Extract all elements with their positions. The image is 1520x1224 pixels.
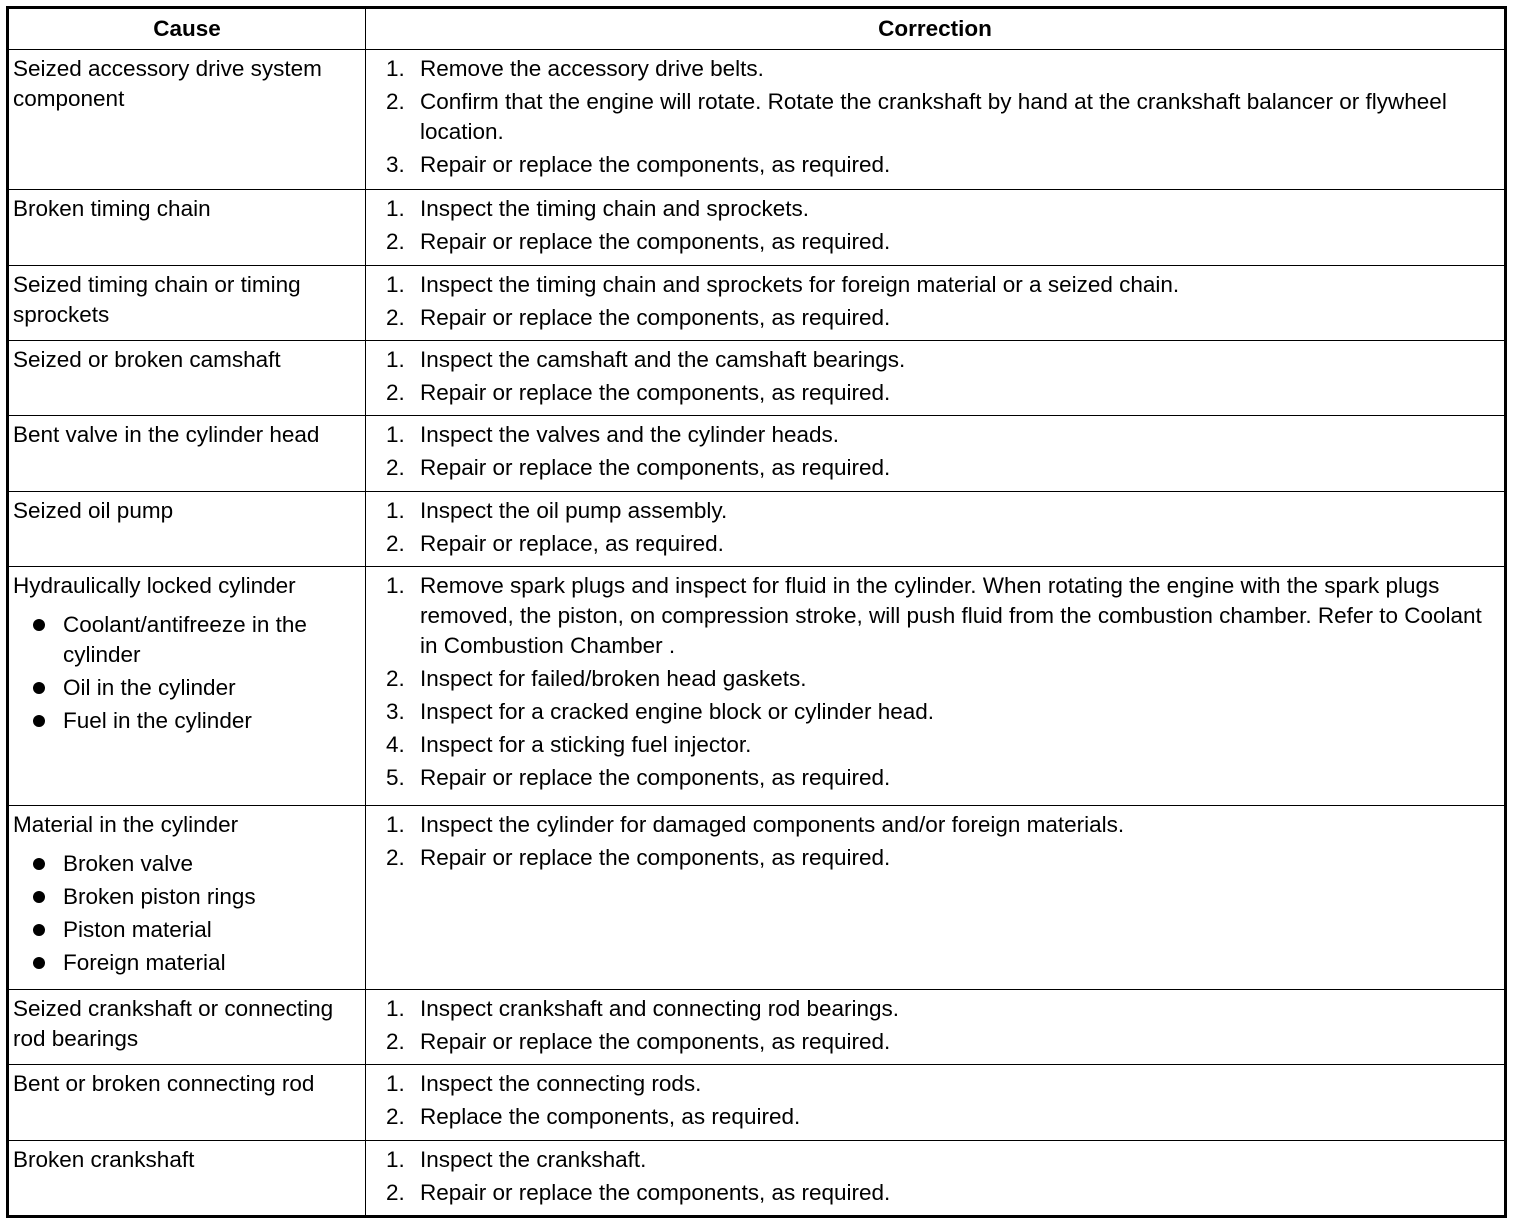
- table-row: [8, 50, 1506, 190]
- step-number: 3.: [386, 152, 405, 177]
- step-number: 2.: [386, 665, 405, 691]
- correction-step: [366, 54, 1496, 84]
- diagnostic-table: [6, 6, 1507, 1218]
- table-row: [8, 491, 1506, 566]
- cause-cell: [8, 491, 366, 566]
- cause-cell: [8, 190, 366, 265]
- step-number: 1.: [386, 812, 405, 838]
- step-number: 5.: [386, 764, 405, 790]
- correction-step-list: [366, 496, 1496, 559]
- step-text: Inspect the oil pump assembly.: [420, 497, 728, 523]
- table-row: [8, 265, 1506, 340]
- cause-bullet-item: Oil in the cylinder: [13, 673, 361, 703]
- step-text: Confirm that the engine will rotate. Rotate the crankshaft by hand at the crankshaft balancer or flywheel location.: [420, 89, 1447, 144]
- step-text: Inspect the timing chain and sprockets for foreign material or a seized chain.: [420, 271, 1180, 297]
- step-number: 1.: [386, 572, 405, 598]
- correction-cell: [366, 340, 1506, 415]
- correction-step: [366, 1069, 1496, 1099]
- correction-step: [366, 378, 1496, 408]
- correction-step-list: [366, 1069, 1496, 1132]
- cause-text: Bent valve in the cylinder head: [13, 422, 320, 448]
- step-text: Inspect the connecting rods.: [420, 1071, 702, 1097]
- step-number: 2.: [386, 1104, 405, 1130]
- step-text: Replace the components, as required.: [420, 1104, 801, 1130]
- cause-bullet-item: Broken piston rings: [13, 882, 361, 912]
- step-text: Inspect the cylinder for damaged components and/or foreign materials.: [420, 812, 1125, 838]
- correction-step: [366, 994, 1496, 1024]
- correction-step: [366, 270, 1496, 300]
- step-text: Repair or replace the components, as required.: [420, 764, 891, 790]
- correction-step: [366, 227, 1496, 257]
- step-text: Repair or replace the components, as required.: [420, 152, 891, 177]
- step-text: Inspect for failed/broken head gaskets.: [420, 665, 807, 691]
- cause-text: Seized crankshaft or connecting rod bearings: [13, 995, 334, 1051]
- correction-cell: [366, 265, 1506, 340]
- step-number: 1.: [386, 271, 405, 297]
- cause-cell: [8, 1140, 366, 1216]
- table-row: [8, 806, 1506, 990]
- step-number: 2.: [386, 530, 405, 556]
- step-number: 2.: [386, 1028, 405, 1054]
- step-text: Repair or replace the components, as required.: [420, 455, 891, 481]
- cause-cell: [8, 340, 366, 415]
- cause-cell: [8, 416, 366, 491]
- correction-step: [366, 843, 1496, 873]
- table-row: [8, 1140, 1506, 1216]
- step-text: Repair or replace the components, as required.: [420, 379, 891, 405]
- table-row: [8, 566, 1506, 805]
- step-text: Inspect crankshaft and connecting rod bearings.: [420, 995, 900, 1021]
- correction-step: [366, 730, 1496, 760]
- step-number: 4.: [386, 731, 405, 757]
- correction-step: [366, 496, 1496, 526]
- correction-step-list: [366, 194, 1496, 257]
- correction-step: [366, 1178, 1496, 1208]
- correction-step: [366, 810, 1496, 840]
- table-row: [8, 1065, 1506, 1140]
- step-number: 2.: [386, 455, 405, 481]
- cause-bullet-item: Broken valve: [13, 849, 361, 879]
- correction-cell: [366, 50, 1506, 190]
- step-text: Inspect the valves and the cylinder heads.: [420, 422, 840, 448]
- step-text: Remove the accessory drive belts.: [420, 56, 764, 81]
- step-text: Repair or replace the components, as required.: [420, 1179, 891, 1205]
- step-number: 1.: [386, 995, 405, 1021]
- table-row: [8, 989, 1506, 1064]
- correction-cell: [366, 1140, 1506, 1216]
- step-text: Inspect the timing chain and sprockets.: [420, 196, 809, 222]
- correction-step: [366, 1027, 1496, 1057]
- cause-bullet-item: Foreign material: [13, 948, 361, 978]
- cause-cell: [8, 989, 366, 1064]
- cause-bullet-item: Coolant/antifreeze in the cylinder: [13, 610, 361, 670]
- step-number: 1.: [386, 56, 405, 81]
- step-number: 1.: [386, 1146, 405, 1172]
- correction-step-list: [366, 571, 1496, 793]
- correction-step: [366, 345, 1496, 375]
- correction-step: [366, 194, 1496, 224]
- table-row: [8, 340, 1506, 415]
- correction-step: [366, 303, 1496, 333]
- correction-cell: [366, 190, 1506, 265]
- correction-step: [366, 697, 1496, 727]
- table-row: [8, 416, 1506, 491]
- step-number: 1.: [386, 497, 405, 523]
- step-text: Inspect the crankshaft.: [420, 1146, 647, 1172]
- correction-step-list: [366, 810, 1496, 873]
- step-text: Repair or replace the components, as required.: [420, 304, 891, 330]
- step-text: Inspect the camshaft and the camshaft bearings.: [420, 346, 906, 372]
- correction-step-list: [366, 270, 1496, 333]
- step-number: 1.: [386, 1071, 405, 1097]
- step-number: 2.: [386, 89, 405, 114]
- correction-step-list: [366, 994, 1496, 1057]
- cause-text: Hydraulically locked cylinder: [13, 572, 296, 598]
- step-text: Repair or replace the components, as required.: [420, 1028, 891, 1054]
- correction-step: [366, 571, 1496, 661]
- correction-step: [366, 420, 1496, 450]
- step-text: Inspect for a cracked engine block or cylinder head.: [420, 698, 935, 724]
- step-text: Inspect for a sticking fuel injector.: [420, 731, 752, 757]
- correction-cell: [366, 416, 1506, 491]
- correction-cell: [366, 566, 1506, 805]
- cause-text: Seized accessory drive system component: [13, 56, 322, 111]
- correction-step-list: [366, 54, 1496, 180]
- cause-text: Broken crankshaft: [13, 1146, 195, 1172]
- correction-step: [366, 763, 1496, 793]
- cause-bullet-item: Piston material: [13, 915, 361, 945]
- correction-step-list: [366, 345, 1496, 408]
- step-number: 3.: [386, 698, 405, 724]
- cause-cell: [8, 265, 366, 340]
- cause-cell: [8, 566, 366, 805]
- cause-bullet-list: [13, 849, 361, 978]
- cause-text: Bent or broken connecting rod: [13, 1071, 315, 1097]
- correction-step: [366, 1145, 1496, 1175]
- cause-text: Seized oil pump: [13, 497, 174, 523]
- step-number: 2.: [386, 379, 405, 405]
- correction-cell: [366, 491, 1506, 566]
- header-row: [8, 8, 1506, 50]
- step-text: Remove spark plugs and inspect for fluid in the cylinder. When rotating the engine with the spark plugs removed, the piston, on compression stroke, will push fluid from the combustion chamber. Refer to Coolant in Combustion Chamber .: [420, 572, 1482, 658]
- correction-step: [366, 1102, 1496, 1132]
- correction-cell: [366, 1065, 1506, 1140]
- step-number: 2.: [386, 229, 405, 255]
- step-number: 1.: [386, 422, 405, 448]
- correction-cell: [366, 806, 1506, 990]
- step-number: 2.: [386, 1179, 405, 1205]
- table-row: [8, 190, 1506, 265]
- step-text: Repair or replace, as required.: [420, 530, 724, 556]
- cause-bullet-list: [13, 610, 361, 736]
- cause-text: Broken timing chain: [13, 196, 211, 222]
- cause-cell: [8, 1065, 366, 1140]
- correction-step: [366, 87, 1496, 147]
- correction-step-list: [366, 1145, 1496, 1208]
- correction-step-list: [366, 420, 1496, 483]
- step-number: 2.: [386, 845, 405, 871]
- cause-cell: [8, 806, 366, 990]
- correction-step: [366, 453, 1496, 483]
- correction-step: [366, 529, 1496, 559]
- correction-step: [366, 664, 1496, 694]
- step-text: Repair or replace the components, as required.: [420, 229, 891, 255]
- correction-cell: [366, 989, 1506, 1064]
- cause-bullet-item: Fuel in the cylinder: [13, 706, 361, 736]
- cause-cell: [8, 50, 366, 190]
- table-body: [8, 50, 1506, 1217]
- cause-text: Seized or broken camshaft: [13, 346, 281, 372]
- cause-text: Seized timing chain or timing sprockets: [13, 271, 301, 327]
- step-number: 2.: [386, 304, 405, 330]
- step-number: 1.: [386, 346, 405, 372]
- correction-step: [366, 150, 1496, 180]
- step-number: 1.: [386, 196, 405, 222]
- cause-header: Cause: [8, 8, 366, 50]
- cause-text: Material in the cylinder: [13, 812, 239, 838]
- step-text: Repair or replace the components, as required.: [420, 845, 891, 871]
- correction-header: Correction: [366, 8, 1506, 50]
